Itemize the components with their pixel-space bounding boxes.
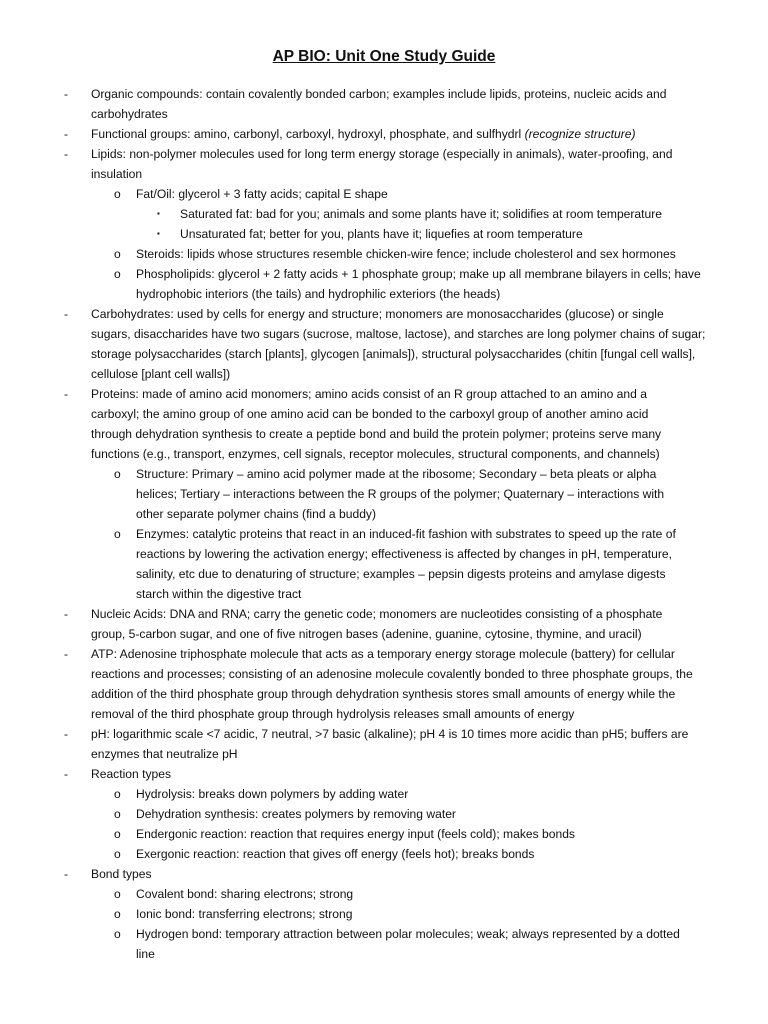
text-line: storage polysaccharides (starch [plants], glycogen [animals]), structural polysaccharides (chitin [fungal cell walls], (91, 347, 696, 361)
bullet-dash: - (64, 607, 69, 621)
text-line: ATP: Adenosine triphosphate molecule that acts as a temporary energy storage molecule (battery) for cellular (91, 647, 675, 661)
text-line: other separate polymer chains (find a buddy) (136, 507, 376, 521)
bullet-dash: - (64, 867, 69, 881)
text-line: salinity, etc due to denaturing of structure; examples – pepsin digests proteins and amylase digests (136, 567, 666, 581)
text-line: through dehydration synthesis to create a peptide bond and build the protein polymer; proteins serve many (91, 427, 662, 441)
text-line: cellulose [plant cell walls]) (91, 367, 231, 381)
text-span: Functional groups: amino, carbonyl, carboxyl, hydroxyl, phosphate, and sulfhydrl (91, 127, 522, 141)
text-line: insulation (91, 167, 143, 181)
bullet-circle: o (114, 907, 121, 921)
text-line: reactions and processes; consisting of an adenosine molecule covalently bonded to three phosphate groups, the (91, 667, 693, 681)
bullet-circle: o (114, 247, 121, 261)
bullet-dash: - (64, 147, 69, 161)
text-line: Steroids: lipids whose structures resemble chicken-wire fence; include cholesterol and sex hormones (136, 247, 676, 261)
bullet-circle: o (114, 807, 121, 821)
text-line: addition of the third phosphate group through dehydration synthesis stores small amounts of energy while the (91, 687, 676, 701)
text-line: Covalent bond: sharing electrons; strong (136, 887, 354, 901)
text-line: reactions by lowering the activation energy; effectiveness is affected by changes in pH, temperature, (136, 547, 673, 561)
bullet-square: ▪ (157, 209, 160, 218)
bullet-circle: o (114, 887, 121, 901)
text-line: Proteins: made of amino acid monomers; amino acids consist of an R group attached to an amino and a (91, 387, 647, 401)
text-line: Dehydration synthesis: creates polymers by removing water (136, 807, 456, 821)
bullet-circle: o (114, 847, 121, 861)
text-line: Fat/Oil: glycerol + 3 fatty acids; capital E shape (136, 187, 388, 201)
text-line: Ionic bond: transferring electrons; strong (136, 907, 353, 921)
bullet-circle: o (114, 827, 121, 841)
bullet-circle: o (114, 467, 121, 481)
text-line: carbohydrates (91, 107, 168, 121)
bullet-square: ▪ (157, 229, 160, 238)
page-title: AP BIO: Unit One Study Guide (272, 48, 496, 65)
text-line: Carbohydrates: used by cells for energy and structure; monomers are monosaccharides (glucose) or single (91, 307, 664, 321)
text-line: Reaction types (91, 767, 171, 781)
text-line: Organic compounds: contain covalently bonded carbon; examples include lipids, proteins, nucleic acids and (91, 87, 667, 101)
text-line: removal of the third phosphate group through hydrolysis releases small amounts of energy (91, 707, 575, 721)
text-line: Exergonic reaction: reaction that gives off energy (feels hot); breaks bonds (136, 847, 535, 861)
text-line: carboxyl; the amino group of one amino acid can be bonded to the carboxyl group of another amino acid (91, 407, 649, 421)
text-line: line (136, 947, 155, 961)
text-line: enzymes that neutralize pH (91, 747, 238, 761)
text-line: Bond types (91, 867, 152, 881)
bullet-dash: - (64, 87, 69, 101)
italic-note: (recognize structure) (524, 127, 636, 141)
bullet-dash: - (64, 767, 69, 781)
text-line: Structure: Primary – amino acid polymer made at the ribosome; Secondary – beta pleats or alpha (136, 467, 657, 481)
text-line: hydrophobic interiors (the tails) and hydrophilic exteriors (the heads) (136, 287, 501, 301)
text-line: sugars, disaccharides have two sugars (sucrose, maltose, lactose), and starches are long polymer chains of sugar; (91, 327, 706, 341)
bullet-dash: - (64, 307, 69, 321)
text-line: Saturated fat: bad for you; animals and some plants have it; solidifies at room temperature (180, 207, 662, 221)
text-line: Enzymes: catalytic proteins that react in an induced-fit fashion with substrates to speed up the rate of (136, 527, 676, 541)
text-line: Endergonic reaction: reaction that requires energy input (feels cold); makes bonds (136, 827, 575, 841)
text-line: Lipids: non-polymer molecules used for long term energy storage (especially in animals), water-proofing, and (91, 147, 673, 161)
text-line: Unsaturated fat; better for you, plants have it; liquefies at room temperature (180, 227, 583, 241)
bullet-circle: o (114, 527, 121, 541)
text-line: Nucleic Acids: DNA and RNA; carry the genetic code; monomers are nucleotides consisting of a phosphate (91, 607, 663, 621)
text-line: Phospholipids: glycerol + 2 fatty acids + 1 phosphate group; make up all membrane bilayers in cells; have (136, 267, 701, 281)
text-line: Hydrolysis: breaks down polymers by adding water (136, 787, 409, 801)
bullet-dash: - (64, 387, 69, 401)
bullet-circle: o (114, 787, 121, 801)
text-line: helices; Tertiary – interactions between the R groups of the polymer; Quaternary – interactions with (136, 487, 665, 501)
text-line: functions (e.g., transport, enzymes, cell signals, receptor molecules, structural components, and channels) (91, 447, 660, 461)
text-line: starch within the digestive tract (136, 587, 302, 601)
text-line (91, 124, 636, 144)
bullet-dash: - (64, 727, 69, 741)
text-line: group, 5-carbon sugar, and one of five nitrogen bases (adenine, guanine, cytosine, thymine, and uracil) (91, 627, 642, 641)
text-line: pH: logarithmic scale <7 acidic, 7 neutral, >7 basic (alkaline); pH 4 is 10 times more acidic than pH5; buffers are (91, 727, 689, 741)
bullet-dash: - (64, 127, 69, 141)
bullet-circle: o (114, 267, 121, 281)
bullet-circle: o (114, 187, 121, 201)
bullet-circle: o (114, 927, 121, 941)
text-line: Hydrogen bond: temporary attraction between polar molecules; weak; always represented by a dotted (136, 927, 680, 941)
bullet-dash: - (64, 647, 69, 661)
